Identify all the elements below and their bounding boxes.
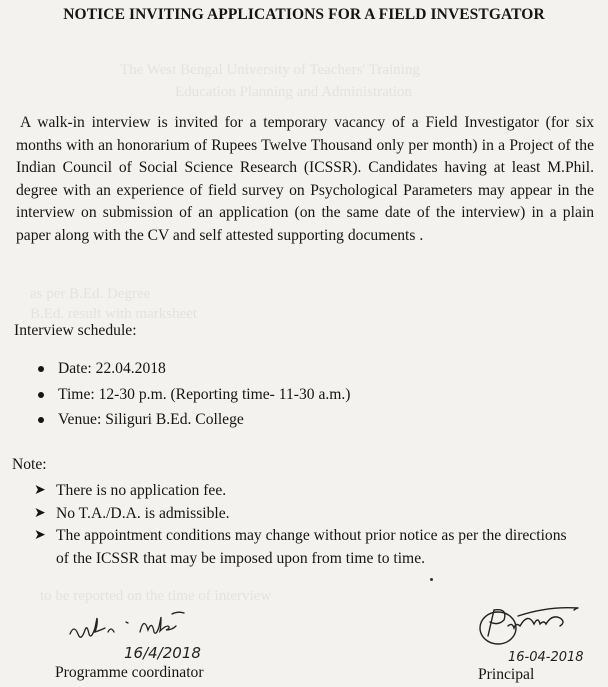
ink-speck: [430, 578, 433, 581]
coordinator-label: Programme coordinator: [55, 664, 204, 681]
notice-title: NOTICE INVITING APPLICATIONS FOR A FIELD INVESTGATOR: [63, 6, 545, 23]
note-item: [34, 525, 579, 570]
schedule-item: [38, 407, 351, 433]
show-through-text: The West Bengal University of Teachers' Training: [120, 62, 420, 78]
arrow-bullet-icon: ➤: [34, 528, 46, 544]
show-through-text: Education Planning and Administration: [175, 84, 413, 100]
arrow-bullet-icon: ➤: [34, 505, 46, 521]
show-through-text: B.Ed. result with marksheet: [30, 306, 198, 322]
schedule-item-text: Date: 22.04.2018: [58, 360, 166, 377]
principal-signature: [474, 596, 608, 666]
coordinator-signature: [60, 604, 240, 664]
schedule-label: Interview schedule:: [14, 322, 137, 339]
principal-label: Principal: [478, 666, 535, 683]
show-through-text: to be reported on the time of interview: [40, 588, 272, 604]
show-through-text: as per B.Ed. Degree: [30, 286, 151, 302]
note-item-text: The appointment conditions may change without prior notice as per the directions of the ICSSR that may be imposed upon from time to time.: [56, 527, 567, 567]
bullet-icon: [38, 366, 44, 372]
arrow-bullet-icon: ➤: [34, 483, 46, 498]
note-item: [34, 480, 579, 503]
bullet-icon: [38, 417, 44, 423]
note-list: [34, 480, 579, 570]
principal-date: 16-04-2018: [508, 650, 584, 665]
schedule-item-text: Venue: Siliguri B.Ed. College: [58, 411, 244, 428]
schedule-item: [38, 382, 351, 408]
notice-paragraph: A walk-in interview is invited for a temporary vacancy of a Field Investigator (for six months with an honorarium of Rupees Twelve Thousand only per month) in a Project of the Indian Council of Social Science Research (ICSSR). Candidates having at least M.Phil. degree with an experience of field survey on Psychological Parameters may appear in the interview on submission of an application (on the same date of the interview) in a plain paper along with the CV and self attested supporting documents .: [16, 114, 594, 244]
bullet-icon: [38, 392, 44, 398]
coordinator-date: 16/4/2018: [124, 644, 201, 662]
note-label: Note:: [12, 456, 47, 473]
note-item-text: No T.A./D.A. is admissible.: [56, 504, 230, 522]
note-item: [34, 503, 579, 526]
schedule-item-text: Time: 12-30 p.m. (Reporting time- 11-30 a.m.): [58, 385, 351, 403]
schedule-list: [38, 356, 351, 433]
note-item-text: There is no application fee.: [56, 482, 227, 499]
schedule-item: [38, 356, 351, 382]
